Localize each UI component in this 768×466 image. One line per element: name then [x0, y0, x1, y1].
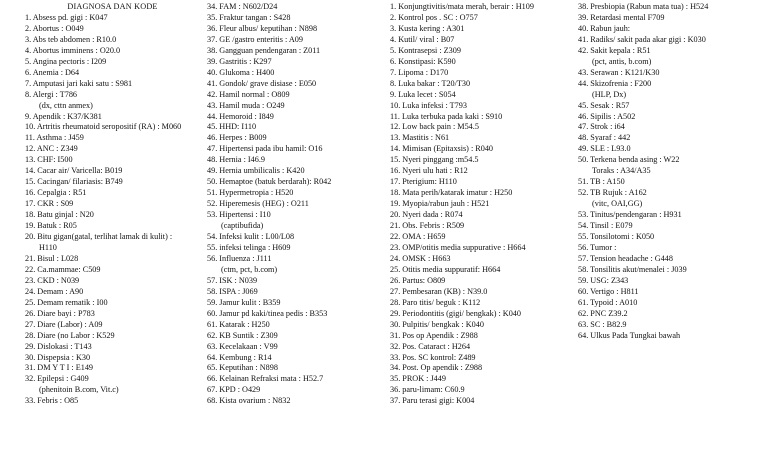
diagnosis-entry: 59. USG: Z343: [578, 275, 629, 285]
diagnosis-entry: 17. Pterigium: H110: [390, 177, 457, 187]
diagnosis-entry: 44. Hemoroid : I849: [207, 111, 274, 121]
diagnosis-entry: 58. ISPA : J069: [207, 286, 258, 296]
diagnosis-entry: 44. Skizofrenia : F200: [578, 78, 652, 88]
diagnosis-entry: 30. Dispepsia : K30: [25, 352, 91, 362]
diagnosis-entry: 9. Luka lecet : S054: [390, 89, 456, 99]
diagnosis-entry: 39. Retardasi mental F709: [578, 12, 665, 22]
diagnosis-entry: 48. Syaraf : 442: [578, 133, 631, 143]
diagnosis-entry: H110: [39, 242, 57, 252]
diagnosis-entry: (phenitoin B.com, Vit.c): [39, 385, 119, 395]
diagnosis-entry: 32. Pos. Cataract : H264: [390, 341, 471, 351]
diagnosis-entry: 45. HHD: I110: [207, 122, 257, 132]
diagnosis-entry: 26. Diare bayi : P783: [25, 308, 95, 318]
diagnosis-entry: 1. Konjungtivitis/mata merah, berair : H109: [390, 2, 534, 11]
diagnosis-entry: 38. Gangguan pendengaran : Z011: [207, 45, 321, 55]
diagnosis-entry: 8. Alergi : T786: [25, 89, 78, 99]
diagnosis-entry: 32. Epilepsi : G409: [25, 374, 89, 384]
diagnosis-entry: 58. Tonsilitis akut/menalei : J039: [578, 264, 687, 274]
diagnosis-entry: 60. Vertigo : H811: [578, 286, 639, 296]
diagnosis-entry: (ctm, pct, b.com): [221, 264, 278, 274]
diagnosis-entry: 37. GE /gastro enteritis : A09: [207, 34, 303, 44]
diagnosis-column-1: [25, 2, 200, 407]
diagnosis-entry: 60. Jamur pd kaki/tinea pedis : B353: [207, 308, 328, 318]
diagnosis-entry: 5. Kontrasepsi : Z309: [390, 45, 461, 55]
diagnosis-entry: 36. paru-limam: C60.9: [390, 385, 465, 395]
diagnosis-entry: 12. Low back pain : M54.5: [390, 122, 479, 132]
diagnosis-entry: 43. Serawan : K121/K30: [578, 67, 660, 77]
diagnosis-entry: 30. Pulpitis/ bengkak : K040: [390, 319, 484, 329]
diagnosis-entry: 63. Kecelakaan : V99: [207, 341, 278, 351]
diagnosis-entry: 37. Paru terasi gigi: K004: [390, 396, 475, 406]
diagnosis-entry: 52. Hiperemesis (HEG) : O211: [207, 199, 309, 209]
diagnosis-entry: 3. Abs teb abdomen : R10.0: [25, 34, 117, 44]
diagnosis-entry: 7. Amputasi jari kaki satu : S981: [25, 78, 133, 88]
diagnosis-entry: 11. Luka terbuka pada kaki : S910: [390, 111, 503, 121]
diagnosis-entry: 67. KPD : O429: [207, 385, 261, 395]
diagnosis-entry: 53. Tinitus/pendengaran : H931: [578, 210, 682, 220]
diagnosis-entry: 62. PNC Z39.2: [578, 308, 628, 318]
diagnosis-entry: 61. Typoid : A010: [578, 297, 638, 307]
diagnosis-entry: 36. Fleur albus/ keputihan : N898: [207, 23, 318, 33]
diagnosis-entry: 52. TB Rujuk : A162: [578, 188, 647, 198]
diagnosis-entry: 16. Nyeri ulu hati : R12: [390, 166, 468, 176]
diagnosis-entry: 2. Abortus : O049: [25, 23, 84, 33]
diagnosis-entry: 46. Herpes : B009: [207, 133, 267, 143]
diagnosis-entry: 50. Terkena benda asing : W22: [578, 155, 680, 165]
diagnosis-entry: 25. Otitis media suppuratif: H664: [390, 264, 501, 274]
diagnosis-entry: 47. Strok : i64: [578, 122, 625, 132]
diagnosis-entry: 2. Kontrol pos . SC : O757: [390, 12, 478, 22]
diagnosis-entry: 51. Hypermetropia : H520: [207, 188, 294, 198]
diagnosis-entry: 35. Fraktur tangan : S428: [207, 12, 291, 22]
diagnosis-entry: 34. Post. Op apendik : Z988: [390, 363, 483, 373]
diagnosis-entry: 54. Infeksi kulit : L00/L08: [207, 232, 295, 242]
diagnosis-entry: 33. Febris : O85: [25, 396, 79, 406]
diagnosis-entry: 47. Hipertensi pada ibu hamil: O16: [207, 144, 323, 154]
diagnosis-entry: 13. CHF: I500: [25, 155, 73, 165]
diagnosis-entry: 42. Sakit kepala : R51: [578, 45, 651, 55]
diagnosis-entry: 31. DM Y T I : E149: [25, 363, 94, 373]
diagnosis-entry: 55. Tonsilotomi : K050: [578, 232, 655, 242]
diagnosis-entry: 39. Gastritis : K297: [207, 56, 272, 66]
diagnosis-entry: 11. Asthma : J459: [25, 133, 84, 143]
diagnosis-entry: (HLP, Dx): [592, 89, 627, 99]
diagnosis-entry: 18. Mata perih/katarak imatur : H250: [390, 188, 513, 198]
diagnosis-entry: 57. Tension headache : G448: [578, 253, 673, 263]
diagnosis-entry: 27. Pembesaran (KB) : N39.0: [390, 286, 488, 296]
diagnosis-entry: 6. Anemia : D64: [25, 67, 80, 77]
diagnosis-entry: 15. Nyeri pinggang :m54.5: [390, 155, 479, 165]
diagnosis-entry: 62. KB Suntik : Z309: [207, 330, 278, 340]
diagnosis-entry: 29. Periodontitis (gigi/ bengkak) : K040: [390, 308, 521, 318]
diagnosis-entry: 34. FAM : N602/D24: [207, 2, 278, 11]
diagnosis-entry: 53. Hipertensi : I10: [207, 210, 271, 220]
diagnosis-entry: Toraks : A34/A35: [592, 166, 651, 176]
diagnosis-entry: 22. OMA : H659: [390, 232, 446, 242]
document-title: DIAGNOSA DAN KODE: [67, 2, 158, 11]
diagnosis-entry: 29. Dislokasi : T143: [25, 341, 92, 351]
diagnosis-entry: 59. Jamur kulit : B359: [207, 297, 281, 307]
diagnosis-entry: 14. Cacar air/ Varicella: B019: [25, 166, 123, 176]
diagnosis-entry: 57. ISK : N039: [207, 275, 258, 285]
diagnosis-entry: 21. Obs. Febris : R509: [390, 221, 465, 231]
diagnosis-entry: 63. SC : B82.9: [578, 319, 627, 329]
diagnosis-entry: 64. Kembung : R14: [207, 352, 272, 362]
diagnosis-entry: 23. CKD : N039: [25, 275, 80, 285]
diagnosis-entry: 40. Rabun jauh:: [578, 23, 631, 33]
diagnosis-entry: 21. Bisul : L028: [25, 253, 79, 263]
diagnosis-entry: 48. Hernia : I46.9: [207, 155, 265, 165]
diagnosis-entry: 55. infeksi telinga : H609: [207, 242, 291, 252]
diagnosis-entry: 41. Gondok/ grave disiase : E050: [207, 78, 317, 88]
diagnosis-entry: 23. OMP/otitis media suppurative : H664: [390, 242, 526, 252]
diagnosis-entry: 33. Pos. SC kontrol: Z489: [390, 352, 476, 362]
diagnosis-entry: 49. Hernia umbilicalis : K420: [207, 166, 305, 176]
diagnosis-entry: 22. Ca.mammae: C509: [25, 264, 101, 274]
diagnosis-entry: 24. OMSK : H663: [390, 253, 451, 263]
diagnosis-entry: 41. Radiks/ sakit pada akar gigi : K030: [578, 34, 706, 44]
diagnosis-column-3: [390, 2, 570, 407]
diagnosis-entry: 5. Angina pectoris : I209: [25, 56, 107, 66]
diagnosis-entry: 8. Luka bakar : T20/T30: [390, 78, 471, 88]
diagnosis-entry: 20. Nyeri dada : R074: [390, 210, 463, 220]
diagnosis-entry: 61. Katarak : H250: [207, 319, 270, 329]
diagnosis-entry: 1. Absess pd. gigi : K047: [25, 12, 108, 22]
diagnosis-entry: 10. Artritis rheumatoid seropositif (RA) : M060: [25, 122, 182, 132]
diagnosis-entry: 54. Tinsil : E079: [578, 221, 633, 231]
diagnosis-entry: 28. Paro titis/ beguk : K112: [390, 297, 481, 307]
diagnosis-entry: 3. Kusta kering : A301: [390, 23, 465, 33]
diagnosis-entry: 9. Apendik : K37/K381: [25, 111, 102, 121]
diagnosis-column-2: [207, 2, 372, 407]
diagnosis-entry: 10. Luka infeksi : T793: [390, 100, 467, 110]
diagnosis-entry: 19. Myopia/rabun jauh : H521: [390, 199, 490, 209]
diagnosis-entry: 14. Mimisan (Epitaxsis) : R040: [390, 144, 494, 154]
diagnosis-entry: 64. Ulkus Pada Tungkai bawah: [578, 330, 681, 340]
diagnosis-entry: 4. Abortus imminens : O20.0: [25, 45, 121, 55]
diagnosis-entry: 19. Batuk : R05: [25, 221, 77, 231]
diagnosis-entry: 66. Kelainan Refraksi mata : H52.7: [207, 374, 324, 384]
diagnosis-entry: 12. ANC : Z349: [25, 144, 78, 154]
diagnosis-entry: 65. Keputihan : N898: [207, 363, 278, 373]
diagnosis-entry: 18. Batu ginjal : N20: [25, 210, 94, 220]
diagnosis-entry: 56. Tumor :: [578, 242, 617, 252]
diagnosis-entry: 49. SLE : L93.0: [578, 144, 631, 154]
diagnosis-entry: 51. TB : A150: [578, 177, 625, 187]
diagnosis-entry: 68. Kista ovarium : N832: [207, 396, 291, 406]
diagnosis-entry: 43. Hamil muda : O249: [207, 100, 285, 110]
diagnosis-entry: 13. Mastitis : N61: [390, 133, 450, 143]
diagnosis-entry: 25. Demam rematik : I00: [25, 297, 108, 307]
diagnosis-entry: 27. Diare (Labor) : A09: [25, 319, 103, 329]
diagnosis-entry: (dx, cttn anmex): [39, 100, 93, 110]
diagnosis-entry: 15. Cacingan/ filariasis: B749: [25, 177, 123, 187]
diagnosis-entry: 17. CKR : S09: [25, 199, 74, 209]
diagnosis-entry: 42. Hamil normal : O809: [207, 89, 290, 99]
diagnosis-entry: (pct, antis, b.com): [592, 56, 652, 66]
diagnosis-entry: 31. Pos op Apendik : Z988: [390, 330, 478, 340]
diagnosis-entry: 4. Kutil/ viral : B07: [390, 34, 455, 44]
diagnosis-entry: 56. Influenza : J111: [207, 253, 272, 263]
diagnosis-entry: 6. Konstipasi: K590: [390, 56, 456, 66]
diagnosis-entry: 35. PROK : J449: [390, 374, 446, 384]
diagnosis-entry: 20. Bitu gigan(gatal, terlihat lamak di kulit) :: [25, 232, 173, 242]
diagnosis-entry: 28. Diare (no Labor : K529: [25, 330, 115, 340]
diagnosis-entry: (vitc, OAI,GG): [592, 199, 643, 209]
diagnosis-entry: 46. Sipilis : A502: [578, 111, 636, 121]
diagnosis-entry: 45. Sesak : R57: [578, 100, 630, 110]
diagnosis-entry: 38. Presbiopia (Rabun mata tua) : H524: [578, 2, 709, 11]
diagnosis-entry: 7. Lipoma : D170: [390, 67, 449, 77]
diagnosis-entry: 50. Hemaptoe (batuk berdarah): R042: [207, 177, 332, 187]
diagnosis-entry: 16. Cepalgia : R51: [25, 188, 87, 198]
diagnosis-column-4: [578, 2, 763, 342]
diagnosis-entry: 24. Demam : A90: [25, 286, 84, 296]
diagnosis-entry: 26. Partus: O809: [390, 275, 446, 285]
diagnosis-entry: 40. Glukoma : H400: [207, 67, 275, 77]
diagnosis-entry: (captibufida): [221, 221, 264, 231]
